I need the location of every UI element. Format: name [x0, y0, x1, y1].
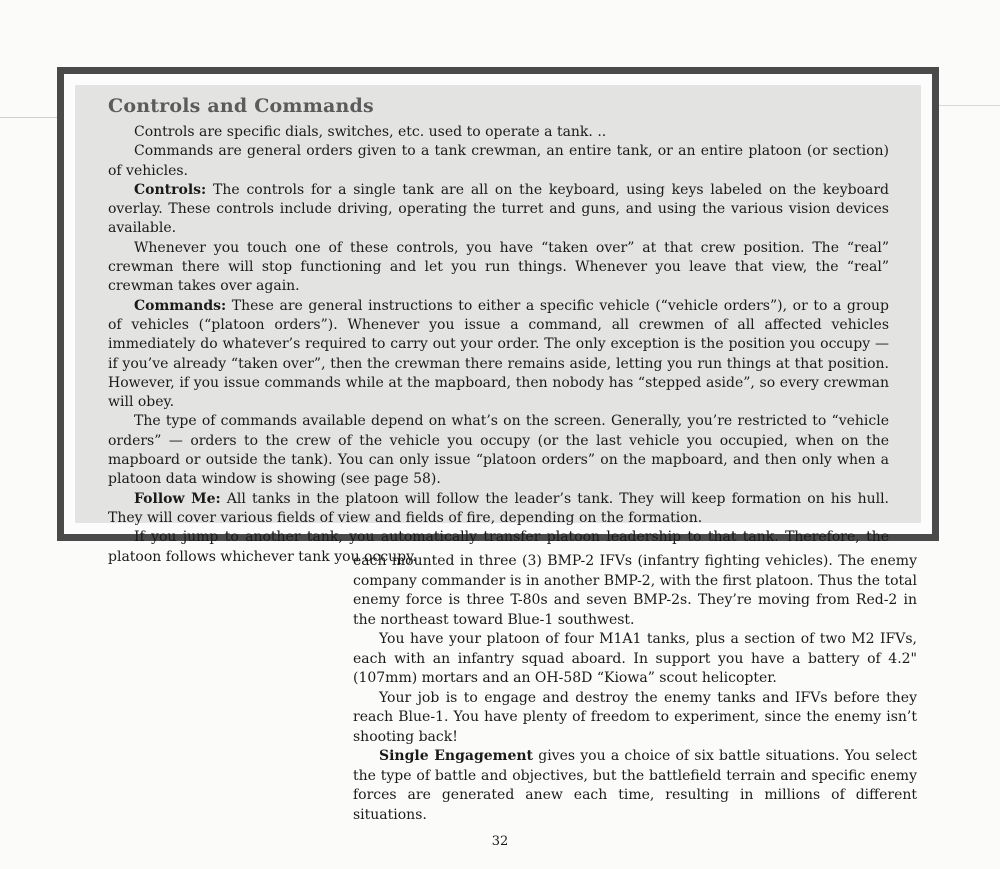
- sidebar-box-inner: [64, 74, 932, 565]
- box-paragraph-lead: Follow Me:: [134, 490, 221, 507]
- box-paragraph: [108, 239, 889, 297]
- sidebar-box-panel: [75, 85, 921, 565]
- body-column: [353, 552, 917, 825]
- body-paragraph: [353, 630, 917, 689]
- box-paragraph: [108, 142, 889, 181]
- box-paragraph: [108, 123, 889, 142]
- box-paragraph-text: Controls are specific dials, switches, etc. used to operate a tank. ..: [134, 124, 607, 140]
- body-paragraph-text: Your job is to engage and destroy the enemy tanks and IFVs before they reach Blue-1. You have plenty of freedom to experiment, since the enemy isn’t shooting back!: [353, 689, 917, 745]
- box-paragraph-text: The type of commands available depend on what’s on the screen. Generally, you’re restricted to “vehicle orders” — orders to the crew of the vehicle you occupy (or the last vehicle you occupied, when on the mapboard or outside the tank). You can only issue “platoon orders” on the mapboard, and then only when a platoon data window is showing (see page 58).: [108, 413, 889, 488]
- box-paragraph-text: The controls for a single tank are all on the keyboard, using keys labeled on the keyboard overlay. These controls include driving, operating the turret and guns, and using the various vision devices available.: [108, 181, 889, 237]
- body-paragraph: [353, 552, 917, 630]
- box-paragraph: [108, 412, 889, 489]
- body-paragraph-text: gives you a choice of six battle situations. You select the type of battle and objectives, but the battlefield terrain and specific enemy forces are generated anew each time, resulting in millions of different situations.: [353, 748, 917, 823]
- sidebar-box: [57, 67, 939, 565]
- box-paragraph-lead: Commands:: [134, 297, 227, 314]
- body-paragraph-text: You have your platoon of four M1A1 tanks, plus a section of two M2 IFVs, each with an infantry squad aboard. In support you have a battery of 4.2" (107mm) mortars and an OH-58D “Kiowa” scout helicopter.: [353, 631, 917, 686]
- box-paragraph-text: Whenever you touch one of these controls, you have “taken over” at that crew position. The “real” crewman there will stop functioning and let you run things. Whenever you leave that view, the “real” crewman takes over again.: [108, 239, 889, 295]
- box-paragraph: [108, 181, 889, 239]
- box-paragraph-text: Commands are general orders given to a tank crewman, an entire tank, or an entire platoon (or section) of vehicles.: [108, 143, 889, 179]
- box-paragraph-text: These are general instructions to either a specific vehicle (“vehicle orders”), or to a group of vehicles (“platoon orders”). Whenever you issue a command, all crewmen of all affected vehicles immediately do whatever’s required to carry out your order. The only exception is the position you occupy — if you’ve already “taken over”, then the crewman there remains aside, letting you run things at that position. However, if you issue commands while at the mapboard, then nobody has “stepped aside”, so every crewman will obey.: [108, 297, 889, 411]
- box-paragraph: [108, 297, 889, 413]
- margin-rule-left: [0, 117, 60, 118]
- box-paragraph-lead: Controls:: [134, 181, 207, 198]
- body-paragraph-lead: Single Engagement: [379, 748, 534, 764]
- box-paragraph: [108, 490, 889, 529]
- body-paragraph: [353, 747, 917, 825]
- box-paragraph-text: If you jump to another tank, you automatically transfer platoon leadership to that tank. Therefore, the platoon follows whichever tank you occupy.: [108, 529, 889, 565]
- sidebar-box-title: Controls and Commands: [108, 95, 374, 117]
- body-paragraph: [353, 689, 917, 748]
- body-paragraph-text: each mounted in three (3) BMP-2 IFVs (infantry fighting vehicles). The enemy company commander is in another BMP-2, with the first platoon. Thus the total enemy force is three T-80s and seven BMP-2s. They’re moving from Red-2 in the northeast toward Blue-1 southwest.: [353, 553, 917, 628]
- box-paragraph-text: All tanks in the platoon will follow the leader’s tank. They will keep formation on his hull. They will cover various fields of view and fields of fire, depending on the formation.: [108, 490, 890, 526]
- page-number: 32: [491, 834, 509, 849]
